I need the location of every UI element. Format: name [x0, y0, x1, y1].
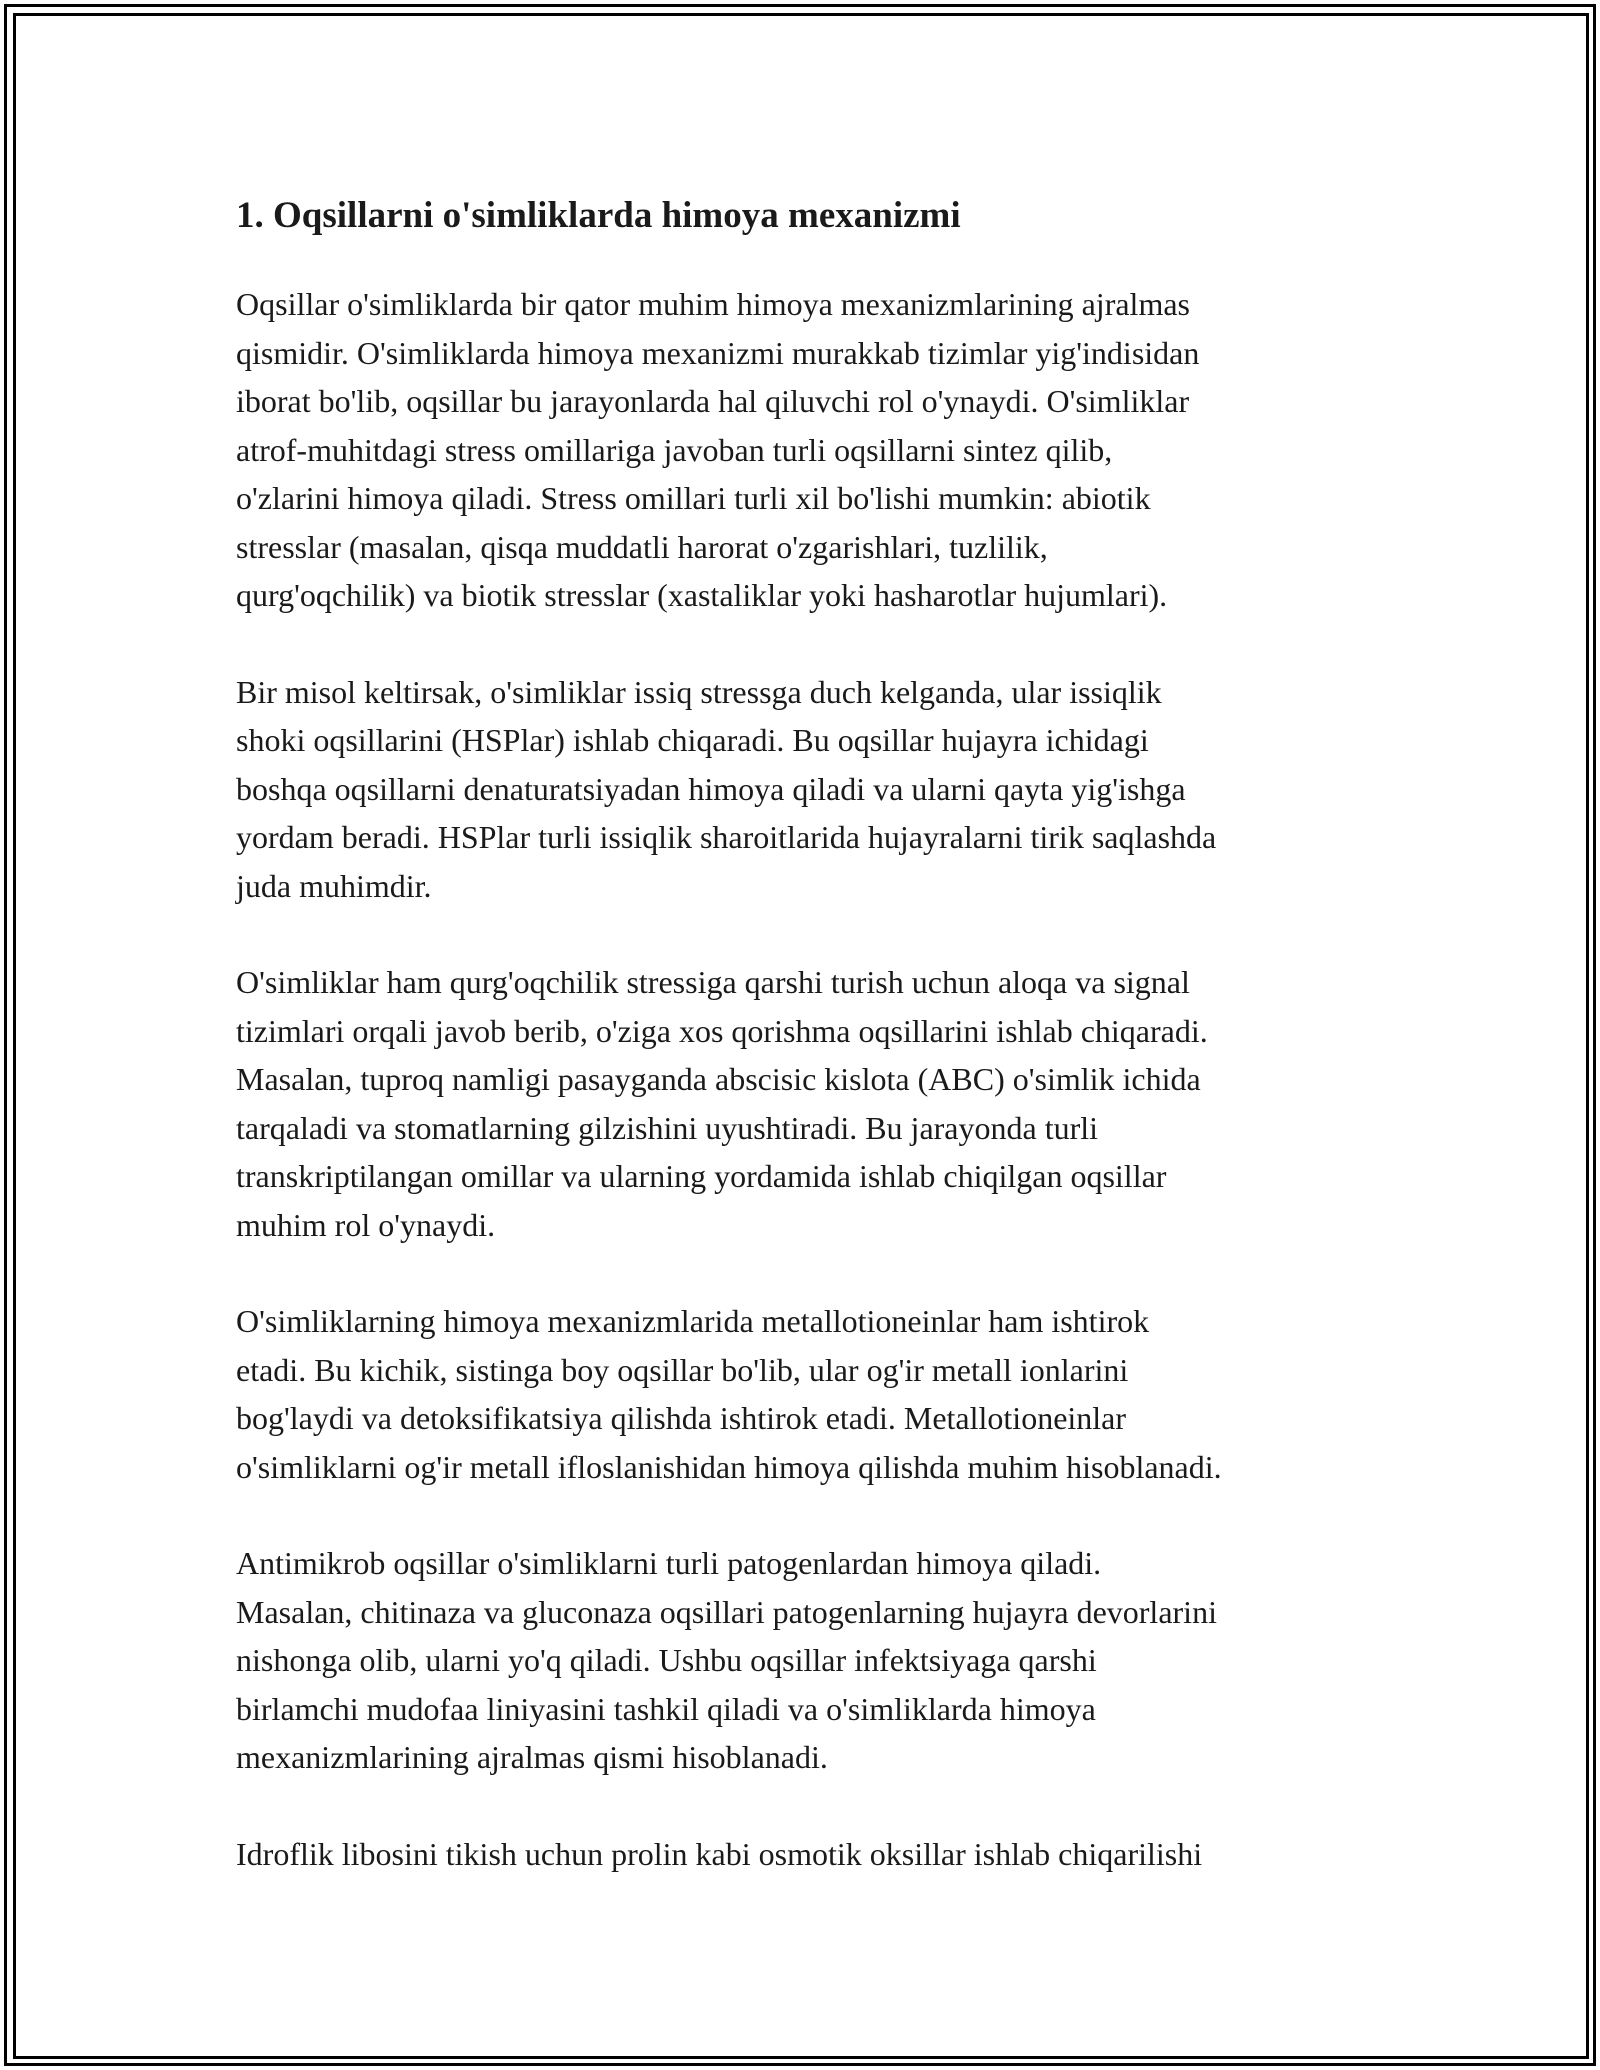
- paragraph-2: Bir misol keltirsak, o'simliklar issiq stressga duch kelganda, ular issiqlik shoki oqsillarini (HSPlar) ishlab chiqaradi. Bu oqsillar hujayra ichidagi boshqa oqsillarni denaturatsiyadan himoya qiladi va ularni qayta yig'ishga yordam beradi. HSPlar turli issiqlik sharoitlarida hujayralarni tirik saqlashda juda muhimdir.: [236, 673, 1217, 904]
- document-body: [236, 186, 1376, 1926]
- paragraph-5: Antimikrob oqsillar o'simliklarni turli patogenlardan himoya qiladi. Masalan, chitinaza va gluconaza oqsillari patogenlarning hujayra devorlarini nishonga olib, ularni yo'q qiladi. Ushbu oqsillar infektsiyaga qarshi birlamchi mudofaa liniyasini tashkil qiladi va o'simliklarda himoya mexanizmlarining ajralmas qismi hisoblanadi.: [236, 1545, 1217, 1775]
- paragraph-4: O'simliklarning himoya mexanizmlarida metallotioneinlar ham ishtirok etadi. Bu kichik, sistinga boy oqsillar bo'lib, ular og'ir metall ionlarini bog'laydi va detoksifikatsiya qilishda ishtirok etadi. Metallotioneinlar o'simliklarni og'ir metall ifloslanishidan himoya qilishda muhim hisoblanadi.: [236, 1303, 1222, 1485]
- paragraph-6: Idroflik libosini tikish uchun prolin kabi osmotik oksillar ishlab chiqarilishi: [236, 1835, 1203, 1872]
- paragraph-3: O'simliklar ham qurg'oqchilik stressiga qarshi turish uchun aloqa va signal tizimlari orqali javob berib, o'ziga xos qorishma oqsillarini ishlab chiqaradi. Masalan, tuproq namligi pasayganda abscisic kislota (ABC) o'simlik ichida tarqaladi va stomatlarning gilzishini uyushtiradi. Bu jarayonda turli transkriptilangan omillar va ularning yordamida ishlab chiqilgan oqsillar muhim rol o'ynaydi.: [236, 964, 1208, 1243]
- section-heading: 1. Oqsillarni o'simliklarda himoya mexanizmi: [236, 195, 961, 236]
- paragraph-1: Oqsillar o'simliklarda bir qator muhim himoya mexanizmlarining ajralmas qismidir. O'simliklarda himoya mexanizmi murakkab tizimlar yig'indisidan iborat bo'lib, oqsillar bu jarayonlarda hal qiluvchi rol o'ynaydi. O'simliklar atrof-muhitdagi stress omillariga javoban turli oqsillarni sintez qilib, o'zlarini himoya qiladi. Stress omillari turli xil bo'lishi mumkin: abiotik stresslar (masalan, qisqa muddatli harorat o'zgarishlari, tuzlilik, qurg'oqchilik) va biotik stresslar (xastaliklar yoki hasharotlar hujumlari).: [236, 286, 1200, 613]
